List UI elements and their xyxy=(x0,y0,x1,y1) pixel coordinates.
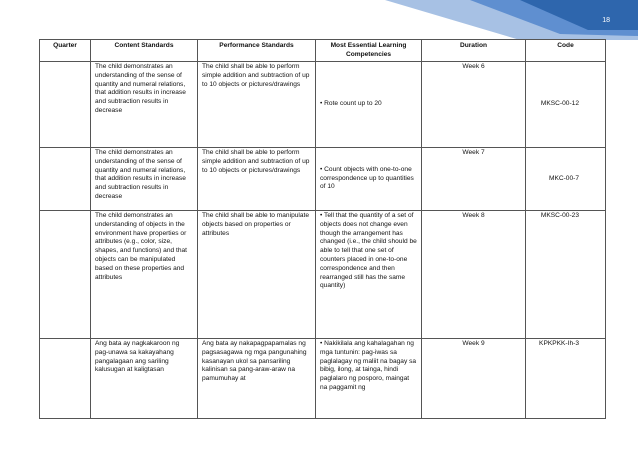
cell-code: MKC-00-7 xyxy=(526,148,606,211)
cell-melc xyxy=(316,148,422,211)
table-row xyxy=(40,62,606,148)
cell-performance: Ang bata ay nakapagpapamalas ng pagsasagawa ng mga pangunahing kasanayan ukol sa pansariling kalinisan sa pang-araw-araw na pamumuhay at xyxy=(198,339,316,419)
header-content-standards: Content Standards xyxy=(91,40,198,62)
cell-code: KPKPKK-Ih-3 xyxy=(526,339,606,419)
cell-code: MKSC-00-12 xyxy=(526,62,606,148)
cell-performance: The child shall be able to manipulate objects based on properties or attributes xyxy=(198,211,316,339)
header-duration: Duration xyxy=(422,40,526,62)
header-quarter: Quarter xyxy=(40,40,91,62)
cell-duration: Week 9 xyxy=(422,339,526,419)
cell-content: The child demonstrates an understanding of objects in the environment have properties or attributes (e.g., color, size, shapes, and functions) and that objects can be manipulated based on these properties and attributes xyxy=(91,211,198,339)
table-row xyxy=(40,211,606,339)
cell-quarter xyxy=(40,62,91,148)
cell-quarter xyxy=(40,148,91,211)
cell-duration: Week 6 xyxy=(422,62,526,148)
page-number: 18 xyxy=(602,17,610,24)
header-performance-standards: Performance Standards xyxy=(198,40,316,62)
header-code: Code xyxy=(526,40,606,62)
cell-content: The child demonstrates an understanding of the sense of quantity and numeral relations, that addition results in increase and subtraction results in decrease xyxy=(91,148,198,211)
melc-text: • Count objects with one-to-one correspondence up to quantities of 10 xyxy=(320,165,414,191)
cell-performance: The child shall be able to perform simple addition and subtraction of up to 10 objects or pictures/drawings xyxy=(198,148,316,211)
table-row xyxy=(40,148,606,211)
cell-performance: The child shall be able to perform simple addition and subtraction of up to 10 objects or pictures/drawings xyxy=(198,62,316,148)
cell-content: The child demonstrates an understanding of the sense of quantity and numeral relations, that addition results in increase and subtraction results in decrease xyxy=(91,62,198,148)
table-row xyxy=(40,339,606,419)
cell-melc xyxy=(316,62,422,148)
cell-duration: Week 8 xyxy=(422,211,526,339)
cell-duration: Week 7 xyxy=(422,148,526,211)
table-header-row xyxy=(40,40,606,62)
cell-melc: • Tell that the quantity of a set of objects does not change even though the arrangement has changed (i.e., the child should be able to tell that one set of counters placed in one-to-one correspondence and then rearranged still has the same quantity) xyxy=(316,211,422,339)
header-melc: Most Essential Learning Competencies xyxy=(316,40,422,62)
cell-melc: • Nakikilala ang kahalagahan ng mga tuntunin: pag-iwas sa paglalagay ng maliit na bagay sa bibig, ilong, at tainga, hindi paglalaro ng posporo, maingat na paggamit ng xyxy=(316,339,422,419)
cell-quarter xyxy=(40,339,91,419)
cell-quarter xyxy=(40,211,91,339)
curriculum-table xyxy=(39,39,606,419)
cell-content: Ang bata ay nagkakaroon ng pag-unawa sa kakayahang pangalagaan ang sariling kalusugan at kaligtasan xyxy=(91,339,198,419)
header-banner-graphic xyxy=(0,0,638,40)
melc-text: • Rote count up to 20 xyxy=(320,100,382,108)
cell-code: MKSC-00-23 xyxy=(526,211,606,339)
